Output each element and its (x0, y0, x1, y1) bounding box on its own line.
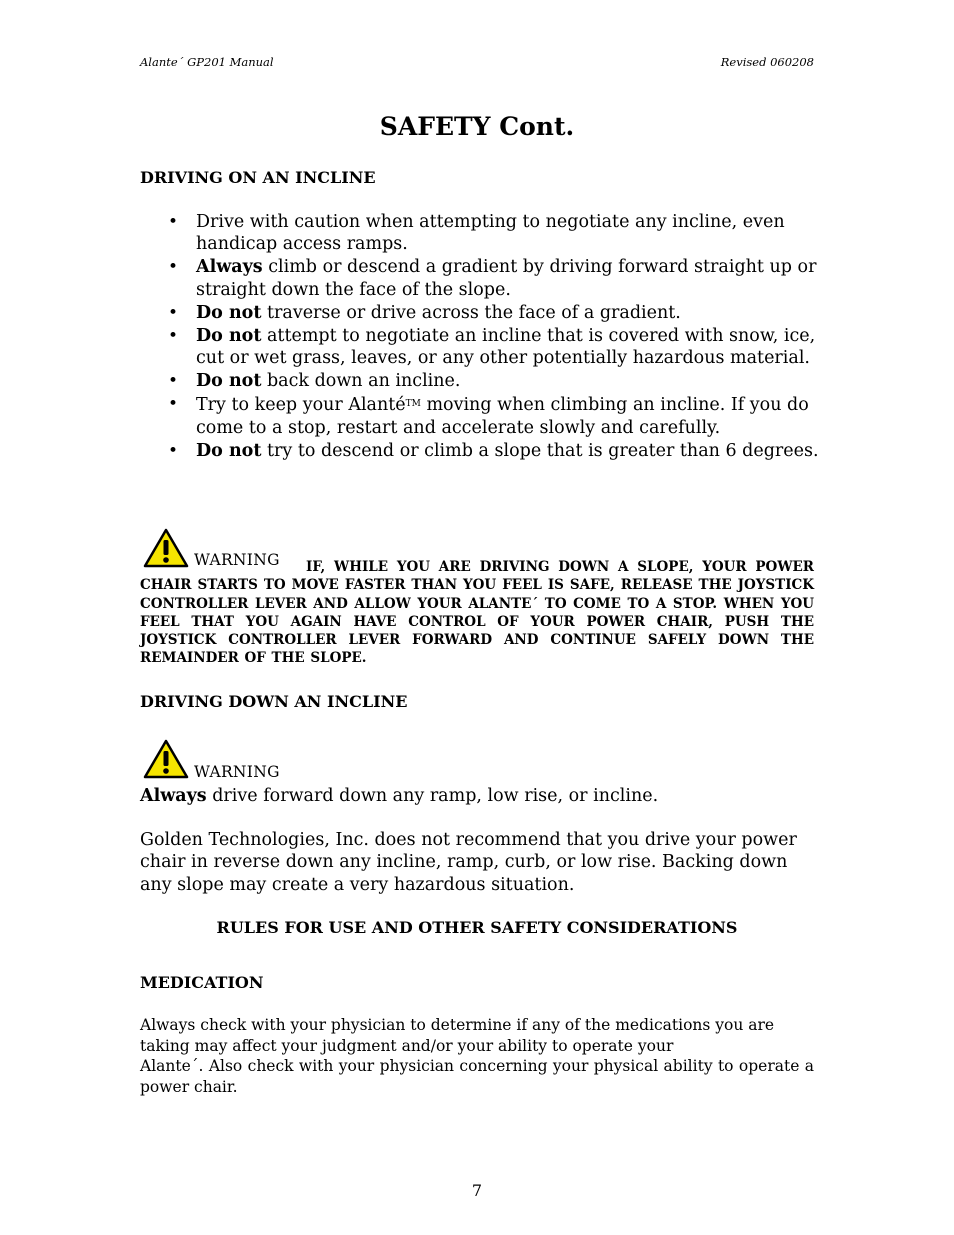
bullet-emphasis: Do not (196, 371, 262, 392)
medication-line-1: Always check with your physician to determine if any of the medications you are taking may affect your judgment and/or your ability to operate your (140, 1016, 775, 1055)
bullet-text-cont: moving when climbing an incline. If you do come to a stop, restart and accelerate slowly and carefully. (196, 395, 809, 438)
medication-line-2: Alante´. Also check with your physician concerning your physical ability to operate a power chair. (140, 1057, 814, 1096)
bullet-text: back down an incline. (261, 371, 461, 392)
list-item (140, 440, 820, 462)
header-revision: Revised 060208 (720, 55, 814, 69)
header-manual-title: Alante´ GP201 Manual (140, 55, 274, 69)
always-drive-forward-text (140, 785, 814, 807)
section-heading-incline: DRIVING ON AN INCLINE (140, 168, 376, 187)
list-item (140, 393, 820, 439)
reverse-warning-paragraph: Golden Technologies, Inc. does not recommend that you drive your power chair in reverse down any incline, ramp, curb, or low rise. Backing down any slope may create a very hazardous situation. (140, 830, 797, 895)
warning-triangle-icon (143, 739, 189, 779)
page-number: 7 (471, 1181, 483, 1200)
bullet-text: Drive with caution when attempting to negotiate any incline, even handicap access ramps. (196, 212, 785, 255)
list-item (140, 211, 820, 256)
warning-label: WARNING (194, 763, 280, 781)
medication-paragraph (140, 1015, 814, 1097)
bullet-emphasis: Do not (196, 302, 262, 323)
bullet-text: attempt to negotiate an incline that is covered with snow, ice, cut or wet grass, leaves, or any other potentially hazardous material. (196, 325, 816, 369)
bullet-text: traverse or drive across the face of a gradient. (261, 302, 681, 323)
bullet-emphasis: Do not (196, 325, 262, 346)
bullet-emphasis: Always (196, 257, 263, 278)
bullet-text: climb or descend a gradient by driving forward straight up or straight down the face of the slope. (196, 257, 817, 300)
list-item (140, 370, 820, 392)
incline-bullet-list (140, 211, 820, 463)
list-item (140, 256, 820, 301)
warning-label: WARNING (194, 551, 280, 569)
list-item (140, 325, 820, 370)
trademark-mark: TM (405, 399, 421, 410)
always-emphasis: Always (140, 786, 207, 806)
rules-heading: RULES FOR USE AND OTHER SAFETY CONSIDERATIONS (216, 918, 738, 937)
section-heading-medication: MEDICATION (140, 973, 264, 992)
bullet-emphasis: Do not (196, 440, 262, 461)
always-text: drive forward down any ramp, low rise, or incline. (206, 786, 659, 806)
page-title: SAFETY Cont. (379, 112, 575, 141)
warning-body: IF, WHILE YOU ARE DRIVING DOWN A SLOPE, YOUR POWER CHAIR STARTS TO MOVE FASTER THAN YOU FEEL IS SAFE, RELEASE THE JOYSTICK CONTROLLER LEVER AND ALLOW YOUR ALANTE´ TO COME TO A STOP. WHEN YOU FEEL THAT YOU AGAIN HAVE CONTROL OF YOUR POWER CHAIR, PUSH THE JOYSTICK CONTROLLER LEVER FORWARD AND CONTINUE SAFELY DOWN THE REMAINDER OF THE SLOPE. (140, 559, 814, 667)
warning-text (140, 558, 814, 668)
section-heading-driving-down: DRIVING DOWN AN INCLINE (140, 692, 408, 711)
bullet-text: Try to keep your Alanté (196, 395, 406, 416)
bullet-text: try to descend or climb a slope that is greater than 6 degrees. (261, 440, 819, 461)
list-item (140, 302, 820, 324)
